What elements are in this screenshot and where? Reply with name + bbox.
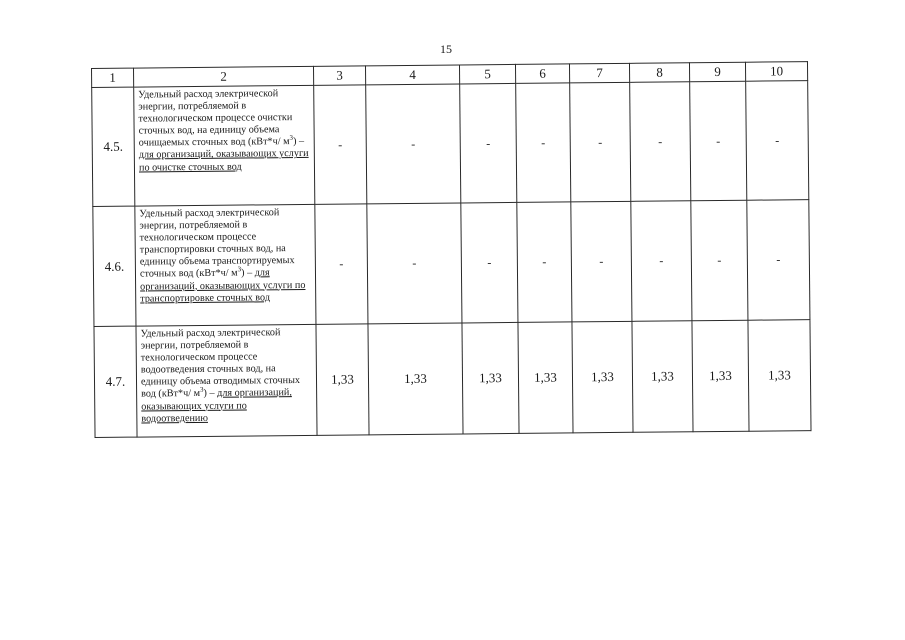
header-cell: 5	[459, 64, 515, 84]
header-cell: 2	[134, 66, 314, 87]
row-number: 4.6.	[93, 206, 136, 326]
desc-underlined-text: для организаций, оказывающих услуги по водоотведению	[141, 387, 292, 425]
desc-superscript: 3	[237, 265, 242, 274]
value-cell: -	[746, 81, 809, 201]
value-cell: 1,33	[368, 323, 463, 435]
value-cell: 1,33	[462, 322, 519, 434]
indicators-table	[91, 61, 812, 438]
header-cell: 3	[313, 66, 365, 85]
value-cell: -	[631, 201, 692, 322]
value-cell: -	[367, 203, 462, 324]
value-cell: -	[516, 83, 571, 203]
value-cell: 1,33	[748, 320, 811, 432]
value-cell: -	[571, 201, 632, 322]
value-cell: 1,33	[632, 321, 693, 433]
desc-text: ) –	[293, 136, 305, 148]
header-cell: 8	[629, 63, 689, 83]
header-cell: 6	[515, 64, 569, 84]
desc-superscript: 3	[199, 386, 204, 395]
value-cell: -	[314, 85, 367, 204]
row-number: 4.7.	[94, 326, 137, 437]
desc-underlined-text: для организаций, оказывающих услуги по очистке сточных вод	[138, 148, 309, 174]
value-cell: -	[747, 200, 810, 321]
row-description	[134, 85, 315, 206]
desc-text: ) –	[241, 267, 255, 280]
value-cell: -	[517, 202, 572, 323]
header-cell: 1	[92, 68, 134, 87]
header-cell: 10	[745, 62, 807, 82]
desc-text: Удельный расход электрической энергии, потребляемой в технологическом процессе очистки сточных вод, на единицу объема очищаемых сточных вод (кВт*ч/ м	[138, 88, 293, 149]
value-cell: 1,33	[316, 324, 369, 435]
table-row	[93, 200, 810, 327]
value-cell: -	[570, 82, 631, 202]
value-cell: 1,33	[572, 321, 633, 433]
header-cell: 4	[365, 65, 459, 85]
desc-superscript: 3	[289, 134, 294, 143]
value-cell: -	[315, 204, 368, 324]
row-number: 4.5.	[92, 87, 135, 206]
value-cell: -	[690, 81, 747, 201]
desc-underlined-text: для организаций, оказывающих услуги по транспортировке сточных вод	[140, 267, 306, 305]
value-cell: 1,33	[692, 320, 749, 432]
value-cell: -	[366, 84, 461, 204]
desc-text: ) –	[203, 388, 218, 400]
page-number: 15	[440, 42, 452, 56]
value-cell: -	[461, 202, 518, 323]
desc-text: Удельный расход электрической энергии, потребляемой в технологическом процессе водоотведения сточных вод, на единицу объема отводимых сточных вод (кВт*ч/ м	[140, 327, 301, 401]
desc-text: Удельный расход электрической энергии, потребляемой в технологическом процессе транспортировки сточных вод, на единицу объема транспортируемых сточных вод (кВт*ч/ м	[139, 207, 295, 281]
table-row	[94, 320, 811, 438]
header-cell: 7	[569, 63, 629, 83]
table-row	[92, 81, 809, 207]
value-cell: 1,33	[518, 322, 573, 434]
value-cell: -	[691, 200, 748, 321]
row-description	[136, 324, 317, 437]
value-cell: -	[460, 83, 517, 203]
value-cell: -	[630, 82, 691, 202]
header-cell: 9	[689, 62, 745, 82]
row-description	[135, 204, 316, 326]
